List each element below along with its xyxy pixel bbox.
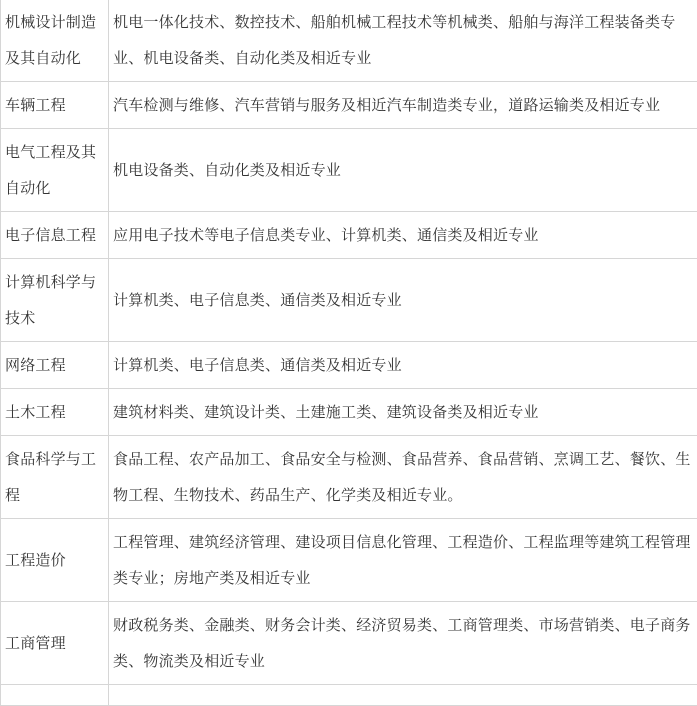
related-majors-cell: 建筑材料类、建筑设计类、土建施工类、建筑设备类及相近专业 <box>109 389 697 436</box>
related-majors-cell: 工程管理、建筑经济管理、建设项目信息化管理、工程造价、工程监理等建筑工程管理类专业；房地产类及相近专业 <box>109 519 697 602</box>
table-row <box>1 602 697 685</box>
related-majors-cell: 机电一体化技术、数控技术、船舶机械工程技术等机械类、船舶与海洋工程装备类专业、机电设备类、自动化类及相近专业 <box>109 0 697 82</box>
table-row <box>1 259 697 342</box>
table-row <box>1 685 697 706</box>
related-majors-cell: 机电设备类、自动化类及相近专业 <box>109 129 697 212</box>
related-majors-cell: 计算机类、电子信息类、通信类及相近专业 <box>109 259 697 342</box>
major-name-cell: 工商管理 <box>1 602 109 685</box>
major-name-cell: 工程造价 <box>1 519 109 602</box>
major-name-cell: 土木工程 <box>1 389 109 436</box>
table-row <box>1 436 697 519</box>
related-majors-cell: 财政税务类、金融类、财务会计类、经济贸易类、工商管理类、市场营销类、电子商务类、物流类及相近专业 <box>109 602 697 685</box>
major-name-cell: 电子信息工程 <box>1 212 109 259</box>
related-majors-cell: 应用电子技术等电子信息类专业、计算机类、通信类及相近专业 <box>109 212 697 259</box>
major-name-cell: 计算机科学与技术 <box>1 259 109 342</box>
related-majors-cell: 食品工程、农产品加工、食品安全与检测、食品营养、食品营销、烹调工艺、餐饮、生物工程、生物技术、药品生产、化学类及相近专业。 <box>109 436 697 519</box>
table-body <box>1 0 697 706</box>
table-row <box>1 212 697 259</box>
table-row <box>1 129 697 212</box>
major-name-cell: 网络工程 <box>1 342 109 389</box>
table-row <box>1 389 697 436</box>
related-majors-cell: 计算机类、电子信息类、通信类及相近专业 <box>109 342 697 389</box>
empty-cell <box>1 685 109 706</box>
empty-cell <box>109 685 697 706</box>
related-majors-cell: 汽车检测与维修、汽车营销与服务及相近汽车制造类专业，道路运输类及相近专业 <box>109 82 697 129</box>
table-row <box>1 519 697 602</box>
major-name-cell: 机械设计制造及其自动化 <box>1 0 109 82</box>
major-name-cell: 食品科学与工程 <box>1 436 109 519</box>
table-row <box>1 0 697 82</box>
table-row <box>1 82 697 129</box>
major-name-cell: 电气工程及其自动化 <box>1 129 109 212</box>
major-name-cell: 车辆工程 <box>1 82 109 129</box>
table-row <box>1 342 697 389</box>
